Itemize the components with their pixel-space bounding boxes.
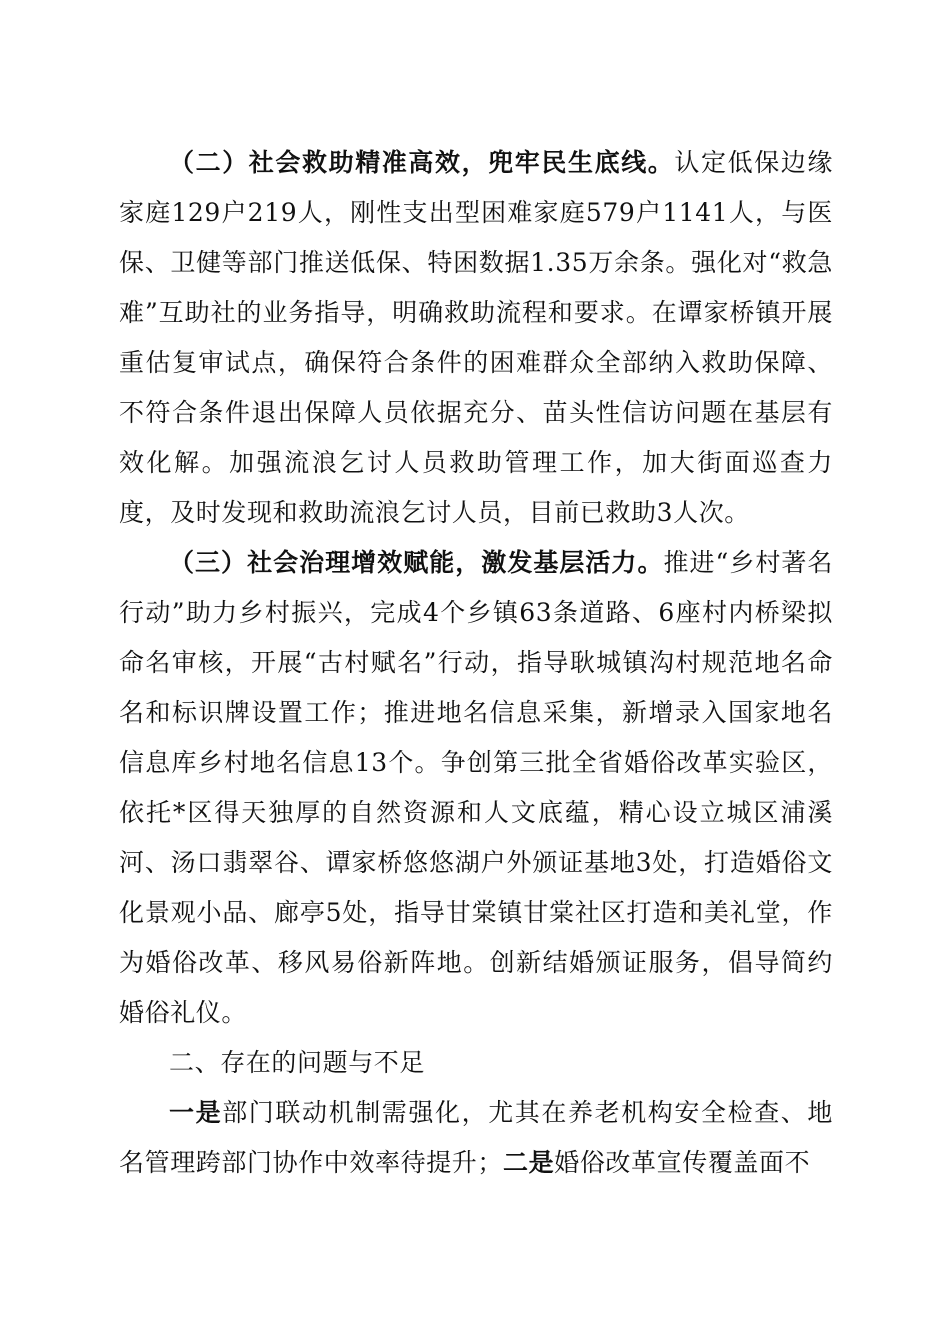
paragraph-problems — [119, 1088, 833, 1188]
paragraph-social-assistance — [119, 138, 833, 538]
section-body-social-assistance: 认定低保边缘家庭129户219人，刚性支出型困难家庭579户1141人，与医保、卫健等部门推送低保、特困数据1.35万余条。强化对“救急难”互助社的业务指导，明确救助流程和要求。在谭家桥镇开展重估复审试点，确保符合条件的困难群众全部纳入救助保障、不符合条件退出保障人员依据充分、苗头性信访问题在基层有效化解。加强流浪乞讨人员救助管理工作，加大街面巡查力度，及时发现和救助流浪乞讨人员，目前已救助3人次。 — [119, 148, 833, 527]
problem-1-text: 部门联动机制需强化，尤其在养老机构安全检查、地名管理跨部门协作中效率待提升； — [119, 1098, 833, 1177]
paragraph-social-governance — [119, 538, 833, 1038]
problems-heading: 二、存在的问题与不足 — [169, 1048, 426, 1077]
section-body-social-governance: 推进“乡村著名行动”助力乡村振兴，完成4个乡镇63条道路、6座村内桥梁拟命名审核，开展“古村赋名”行动，指导耿城镇沟村规范地名命名和标识牌设置工作；推进地名信息采集，新增录入国家地名信息库乡村地名信息13个。争创第三批全省婚俗改革实验区，依托*区得天独厚的自然资源和人文底蕴，精心设立城区浦溪河、汤口翡翠谷、谭家桥悠悠湖户外颁证基地3处，打造婚俗文化景观小品、廊亭5处，指导甘棠镇甘棠社区打造和美礼堂，作为婚俗改革、移风易俗新阵地。创新结婚颁证服务，倡导简约婚俗礼仪。 — [119, 548, 833, 1027]
section-title-social-assistance: （二）社会救助精准高效，兜牢民生底线。 — [169, 148, 675, 177]
problem-2-text: 婚俗改革宣传覆盖面不 — [554, 1148, 811, 1177]
problem-2-label: 二是 — [503, 1148, 555, 1177]
document-body — [119, 138, 833, 1188]
section-title-social-governance: （三）社会治理增效赋能，激发基层活力。 — [169, 548, 664, 577]
problem-1-label: 一是 — [169, 1098, 223, 1127]
